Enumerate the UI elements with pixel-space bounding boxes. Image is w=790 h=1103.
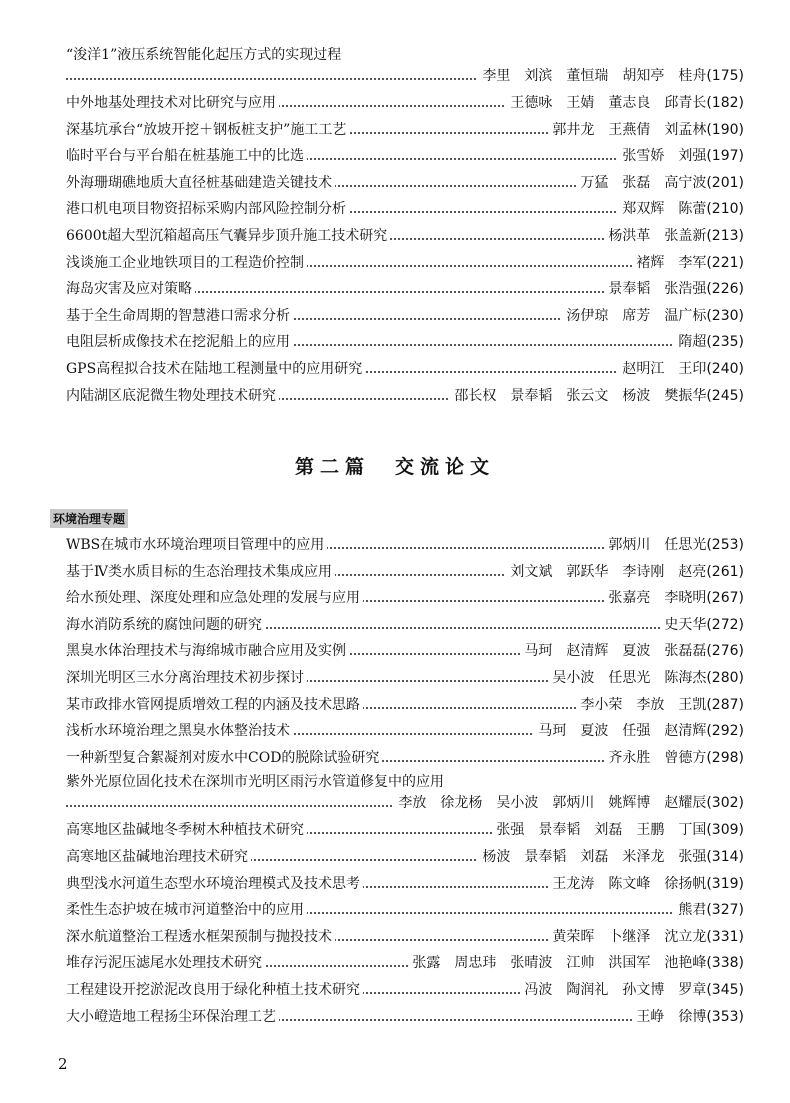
entry-title: 高寒地区盐碱地治理技术研究 — [66, 848, 251, 866]
author-name: 王燕倩 — [608, 121, 651, 138]
entry-title: 某市政排水管网提质增效工程的内涵及技术思路 — [66, 696, 363, 714]
author-name: 姚辉博 — [608, 795, 651, 812]
author-name: 任思光(253) — [664, 537, 744, 553]
author-name: 张露 — [412, 955, 441, 972]
author-name: 王龙涛 — [552, 875, 595, 892]
author-name: 米泽龙 — [622, 848, 665, 865]
entry-authors — [576, 174, 744, 192]
author-name: 沈立龙(331) — [664, 928, 744, 945]
toc-entry[interactable] — [66, 771, 744, 817]
section-title: 环境治理专题 — [50, 509, 128, 528]
toc-entry[interactable] — [66, 692, 744, 719]
toc-entry[interactable] — [66, 585, 744, 612]
page-number: 2 — [58, 1055, 68, 1073]
entry-title: 深水航道整治工程透水框架预制与抛投技术 — [66, 928, 335, 946]
author-name: 夏波 — [622, 643, 651, 660]
entry-authors — [604, 589, 744, 607]
author-name: 高宁波(201) — [664, 174, 744, 191]
author-name: 李小荣 — [580, 696, 623, 713]
entry-title: 6600t超大型沉箱超高压气囊异步顶升施工技术研究 — [66, 227, 390, 245]
author-name: 景奉韬 — [608, 281, 651, 298]
toc-entry[interactable] — [66, 718, 744, 745]
entry-title: 浅析水环境治理之黑臭水体整治技术 — [66, 722, 293, 740]
toc-entry[interactable] — [66, 196, 744, 223]
author-name: 史天华(272) — [664, 616, 744, 633]
entry-authors — [674, 333, 744, 351]
entry-title: GPS高程拟合技术在陆地工程测量中的应用研究 — [66, 360, 365, 378]
author-name: 孙文博 — [622, 981, 665, 998]
author-name: 赵亮(261) — [678, 563, 744, 580]
toc-entry[interactable] — [66, 90, 744, 117]
author-name: 胡知亭 — [622, 68, 665, 84]
author-name: 陈海杰(280) — [664, 669, 744, 686]
author-name: 郭炳川 — [552, 795, 595, 812]
author-name: 邵长权 — [454, 387, 497, 404]
author-name: 赵清辉(292) — [664, 723, 744, 740]
toc-entry[interactable] — [66, 559, 744, 586]
entry-authors — [520, 642, 744, 660]
author-name: 褚辉 — [636, 254, 665, 271]
author-name: 隋超(235) — [678, 334, 744, 351]
toc-entry[interactable] — [66, 871, 744, 898]
entry-title: 内陆湖区底泥微生物处理技术研究 — [66, 387, 279, 405]
part1-contents — [66, 44, 744, 409]
entry-authors — [576, 696, 744, 714]
author-name: 李放 — [398, 795, 427, 812]
author-name: 李军(221) — [678, 254, 744, 271]
author-name: 熊君(327) — [678, 902, 744, 919]
author-name: 赵明江 — [622, 360, 665, 377]
toc-entry[interactable] — [66, 612, 744, 639]
entry-authors — [604, 280, 744, 298]
entry-authors — [604, 749, 744, 767]
entry-authors — [478, 67, 744, 85]
entry-title: 海水消防系统的腐蚀问题的研究 — [66, 616, 265, 634]
entry-title: 一种新型复合絮凝剂对废水中COD的脱除试验研究 — [66, 749, 382, 767]
entry-authors — [604, 536, 744, 554]
toc-entry[interactable] — [66, 897, 744, 924]
entry-authors — [408, 954, 744, 972]
author-name: 丁国(309) — [678, 822, 744, 839]
author-name: 王印(240) — [678, 360, 744, 377]
entry-title: 紫外光原位固化技术在深圳市光明区雨污水管道修复中的应用 — [66, 773, 447, 791]
author-name: 景奉韬 — [524, 848, 567, 865]
entry-title: 中外地基处理技术对比研究与应用 — [66, 94, 279, 112]
author-name: 刘文斌 — [510, 563, 553, 580]
toc-entry[interactable] — [66, 170, 744, 197]
entry-title: 柔性生态护坡在城市河道整治中的应用 — [66, 901, 307, 919]
entry-authors — [674, 901, 744, 919]
entry-title: WBS在城市水环境治理项目管理中的应用 — [66, 536, 327, 554]
author-name: 徐博(353) — [678, 1008, 744, 1025]
author-name: 罗章(345) — [678, 981, 744, 998]
entry-authors — [492, 821, 744, 839]
entry-authors — [548, 669, 744, 687]
author-name: 郭炳川 — [608, 537, 651, 553]
author-name: 马珂 — [524, 643, 553, 660]
author-name: 张盖新(213) — [664, 227, 744, 244]
author-name: 杨洪革 — [608, 227, 651, 244]
part2-contents — [66, 532, 744, 1030]
entry-title: 深基坑承台“放坡开挖＋钢板桩支护”施工工艺 — [66, 121, 349, 139]
author-name: 王鹏 — [636, 822, 665, 839]
author-name: 张晴波 — [510, 955, 553, 972]
entry-title: 基于Ⅳ类水质目标的生态治理技术集成应用 — [66, 563, 335, 581]
toc-entry[interactable] — [66, 638, 744, 665]
author-name: 景奉韬 — [538, 822, 581, 839]
author-name: 樊振华(245) — [664, 387, 744, 404]
entry-authors — [450, 387, 744, 405]
author-name: 赵清辉 — [566, 643, 609, 660]
author-name: 陈文峰 — [608, 875, 651, 892]
author-name: 任强 — [622, 723, 651, 740]
author-name: 齐永胜 — [608, 749, 651, 766]
author-name: 马珂 — [538, 723, 567, 740]
entry-title: 高寒地区盐碱地冬季树木种植技术研究 — [66, 821, 307, 839]
author-name: 李晓明(267) — [664, 590, 744, 607]
author-name: 张强 — [496, 822, 525, 839]
author-name: 郭跃华 — [566, 563, 609, 580]
author-name: 刘磊 — [594, 822, 623, 839]
entry-title: 典型浅水河道生态型水环境治理模式及技术思考 — [66, 875, 363, 893]
entry-title: 浅谈施工企业地铁项目的工程造价控制 — [66, 254, 307, 272]
toc-entry[interactable] — [66, 329, 744, 356]
author-name: 黄荣晖 — [552, 928, 595, 945]
entry-title: 给水预处理、深度处理和应急处理的发展与应用 — [66, 589, 363, 607]
toc-entry[interactable] — [66, 532, 744, 559]
author-name: 陈蕾(210) — [678, 201, 744, 218]
author-name: 刘磊 — [580, 848, 609, 865]
toc-entry[interactable] — [66, 665, 744, 692]
author-name: 汤伊琼 — [566, 307, 609, 324]
entry-title: 外海珊瑚礁地质大直径桩基础建造关键技术 — [66, 174, 335, 192]
author-name: 杨波 — [622, 387, 651, 404]
entry-authors — [478, 848, 744, 866]
entry-title: 电阻层析成像技术在挖泥船上的应用 — [66, 333, 293, 351]
author-name: 万猛 — [580, 174, 609, 191]
author-name: 陶润礼 — [566, 981, 609, 998]
toc-entry[interactable] — [66, 303, 744, 330]
toc-entry[interactable] — [66, 356, 744, 383]
entry-title: 基于全生命周期的智慧港口需求分析 — [66, 307, 293, 325]
author-name: 徐扬帆(319) — [664, 875, 744, 892]
author-name: 吴小波 — [552, 669, 595, 686]
author-name: 任思光 — [608, 669, 651, 686]
author-name: 张强(314) — [678, 848, 744, 865]
author-name: 席芳 — [622, 307, 651, 324]
entry-authors — [548, 875, 744, 893]
author-name: 夏波 — [580, 723, 609, 740]
entry-title: 工程建设开挖淤泥改良用于绿化种植土技术研究 — [66, 981, 363, 999]
entry-authors — [506, 563, 744, 581]
toc-entry[interactable] — [66, 1004, 744, 1031]
toc-entry[interactable] — [66, 44, 744, 90]
entry-authors — [604, 227, 744, 245]
author-name: 洪国军 — [608, 955, 651, 972]
toc-entry[interactable] — [66, 950, 744, 977]
toc-entry[interactable] — [66, 250, 744, 277]
entry-title: “浚洋1”液压系统智能化起压方式的实现过程 — [66, 46, 344, 64]
toc-entry[interactable] — [66, 844, 744, 871]
author-name: 刘孟林(190) — [664, 121, 744, 138]
part-title: 第二篇 交流论文 — [294, 456, 495, 478]
entry-title: 临时平台与平台船在桩基施工中的比选 — [66, 147, 307, 165]
entry-title: 堆存污泥压滤尾水处理技术研究 — [66, 954, 265, 972]
author-name: 王凯(287) — [678, 696, 744, 713]
author-name: 王峥 — [636, 1008, 665, 1025]
author-name: 李诗刚 — [622, 563, 665, 580]
author-name: 刘强(197) — [678, 148, 744, 165]
author-name: 郑双辉 — [622, 201, 665, 218]
author-name: 曾德方(298) — [664, 749, 744, 766]
toc-entry[interactable] — [66, 924, 744, 951]
toc-entry[interactable] — [66, 276, 744, 303]
author-name: 王婧 — [566, 95, 595, 111]
author-name: 景奉韬 — [510, 387, 553, 404]
author-name: 郭井龙 — [552, 121, 595, 138]
entry-title: 大小嶝造地工程扬尘环保治理工艺 — [66, 1008, 279, 1026]
author-name: 李放 — [636, 696, 665, 713]
author-name: 张磊磊(276) — [664, 643, 744, 660]
entry-authors — [660, 616, 744, 634]
toc-entry[interactable] — [66, 223, 744, 250]
author-name: 池艳峰(338) — [664, 955, 744, 972]
toc-entry[interactable] — [66, 143, 744, 170]
entry-authors — [394, 794, 744, 812]
entry-authors — [618, 147, 744, 165]
entry-authors — [632, 1008, 744, 1026]
entry-title: 深圳光明区三水分离治理技术初步探讨 — [66, 669, 307, 687]
entry-authors — [548, 928, 744, 946]
author-name: 邱青长(182) — [664, 95, 744, 111]
author-name: 卜继泽 — [608, 928, 651, 945]
author-name: 张雪娇 — [622, 148, 665, 165]
author-name: 张磊 — [622, 174, 651, 191]
entry-authors — [520, 981, 744, 999]
author-name: 吴小波 — [496, 795, 539, 812]
author-name: 张云文 — [566, 387, 609, 404]
author-name: 张浩强(226) — [664, 281, 744, 298]
entry-authors — [618, 360, 744, 378]
author-name: 桂舟(175) — [678, 68, 744, 84]
toc-entry[interactable] — [66, 817, 744, 844]
author-name: 李里 — [482, 68, 511, 84]
entry-authors — [506, 94, 744, 112]
author-name: 董恒瑞 — [566, 68, 609, 84]
entry-authors — [534, 722, 744, 740]
author-name: 董志良 — [608, 95, 651, 111]
entry-title: 黑臭水体治理技术与海绵城市融合应用及实例 — [66, 642, 349, 660]
author-name: 赵耀辰(302) — [664, 795, 744, 812]
entry-authors — [562, 307, 744, 325]
author-name: 温广标(230) — [664, 307, 744, 324]
entry-authors — [618, 200, 744, 218]
entry-title: 海岛灾害及应对策略 — [66, 280, 195, 298]
author-name: 江帅 — [566, 955, 595, 972]
toc-entry[interactable] — [66, 383, 744, 410]
entry-authors — [548, 121, 744, 139]
toc-entry[interactable] — [66, 117, 744, 144]
author-name: 杨波 — [482, 848, 511, 865]
author-name: 张嘉亮 — [608, 590, 651, 607]
entry-authors — [632, 254, 744, 272]
author-name: 徐龙杨 — [440, 795, 483, 812]
author-name: 刘滨 — [524, 68, 553, 84]
author-name: 周忠玮 — [454, 955, 497, 972]
toc-entry[interactable] — [66, 977, 744, 1004]
author-name: 王德咏 — [510, 95, 553, 111]
author-name: 冯波 — [524, 981, 553, 998]
entry-title: 港口机电项目物资招标采购内部风险控制分析 — [66, 200, 349, 218]
toc-entry[interactable] — [66, 745, 744, 772]
